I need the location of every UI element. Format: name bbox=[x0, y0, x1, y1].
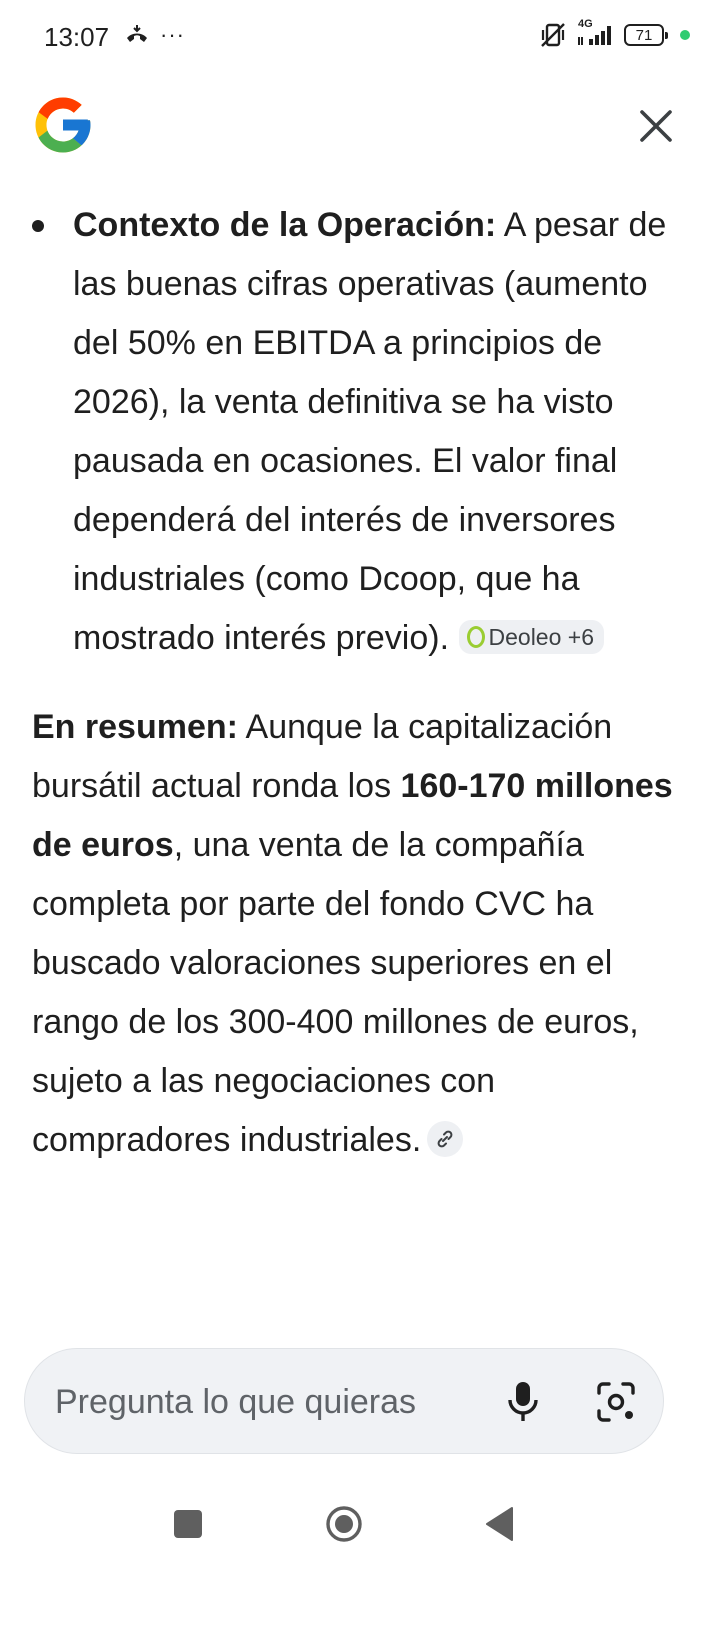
bullet-text: A pesar de las buenas cifras operativas (aumento del 50% en EBITDA a principios de 2026), la venta definitiva se ha visto pausada en ocasiones. El valor final dependerá del interés de inversores industriales (como Dcoop, que ha mostrado interés previo). bbox=[73, 206, 667, 657]
source-chip-label: Deoleo +6 bbox=[488, 623, 594, 650]
battery-icon bbox=[624, 24, 664, 46]
answer-content bbox=[0, 196, 720, 1170]
recents-square-icon[interactable] bbox=[174, 1510, 202, 1538]
link-icon[interactable] bbox=[427, 1121, 463, 1157]
battery-level: 71 bbox=[635, 26, 653, 44]
google-g-logo bbox=[30, 92, 96, 158]
signal-icon bbox=[576, 18, 616, 47]
search-input[interactable] bbox=[55, 1379, 475, 1425]
status-time: 13:07 bbox=[44, 22, 110, 52]
camera-lens-icon[interactable] bbox=[591, 1377, 641, 1427]
home-circle-icon[interactable] bbox=[324, 1504, 364, 1544]
back-triangle-icon[interactable] bbox=[484, 1506, 514, 1542]
overflow-dots-icon: ··· bbox=[160, 22, 185, 47]
call-forward-icon bbox=[124, 24, 150, 46]
status-right-icons bbox=[538, 18, 690, 48]
system-nav-bar bbox=[0, 1490, 720, 1560]
network-type: 4G bbox=[578, 18, 593, 30]
vibrate-off-icon bbox=[538, 22, 568, 48]
status-left-icons bbox=[124, 22, 185, 48]
summary-text-2: , una venta de la compañía completa por parte del fondo CVC ha buscado valoraciones superiores en el rango de los 300-400 millones de euros, sujeto a las negociaciones con compradores industriales. bbox=[32, 826, 639, 1159]
close-icon[interactable] bbox=[636, 106, 676, 146]
microphone-icon[interactable] bbox=[499, 1377, 547, 1427]
header bbox=[0, 80, 720, 170]
bullet-icon bbox=[32, 220, 44, 232]
summary-label: En resumen: bbox=[32, 708, 238, 746]
search-bar[interactable] bbox=[24, 1348, 664, 1454]
active-dot-icon bbox=[680, 30, 690, 40]
status-bar bbox=[0, 0, 720, 80]
summary-text-1: Aunque la capitalización bursátil actual ronda los bbox=[32, 708, 613, 805]
source-chip[interactable] bbox=[459, 620, 605, 654]
summary-paragraph bbox=[0, 698, 720, 1170]
list-item bbox=[0, 196, 720, 668]
deoleo-logo-icon bbox=[467, 626, 485, 648]
bullet-label: Contexto de la Operación: bbox=[73, 206, 497, 244]
summary-bold-value: 160-170 millones de euros bbox=[32, 767, 673, 864]
